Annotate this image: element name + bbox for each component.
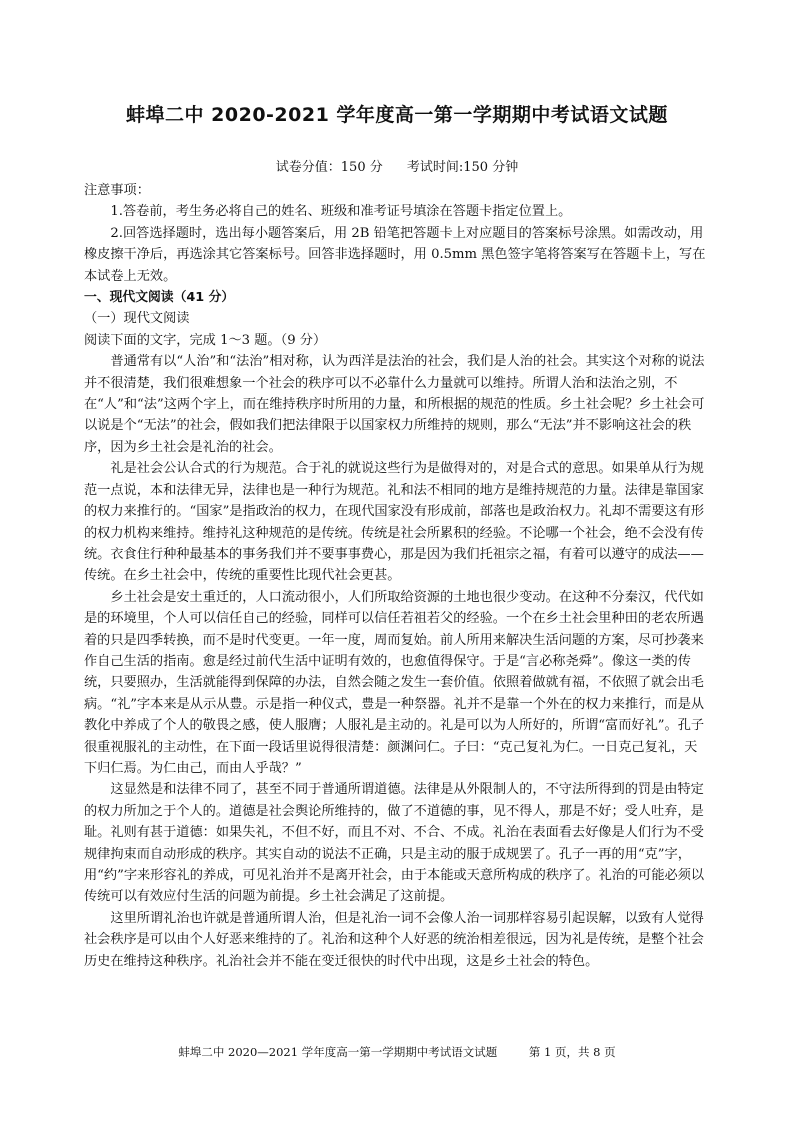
page-footer xyxy=(0,1044,794,1060)
passage-paragraph: 这里所谓礼治也许就是普通所谓人治，但是礼治一词不会像人治一词那样容易引起误解，以致有人觉得社会秩序是可以由个人好恶来维持的了。礼治和这种个人好恶的统治相差很远，因为礼是传统，是整个社会历史在维持这种秩序。礼治社会并不能在变迁很快的时代中出现，这是乡土社会的特色。 xyxy=(84,910,704,969)
page-title: 蚌埠二中 2020-2021 学年度高一第一学期期中考试语文试题 xyxy=(126,104,668,126)
score-info: 试卷分值：150 分 xyxy=(275,160,383,175)
notes-heading: 注意事项： xyxy=(84,183,150,198)
section-heading: 一、现代文阅读（41 分） xyxy=(84,290,235,306)
page-number: 第 1 页，共 8 页 xyxy=(528,1045,616,1059)
exam-body xyxy=(84,180,706,972)
passage-paragraph: 乡土社会是安土重迁的，人口流动很小，人们所取给资源的土地也很少变动。在这种不分秦汉，代代如是的环境里，个人可以信任自己的经验，同样可以信任若祖若父的经验。一个在乡土社会里种田的老农所遇着的只是四季转换，而不是时代变更。一年一度，周而复始。前人所用来解决生活问题的方案，尽可抄袭来作自己生活的指南。愈是经过前代生活中证明有效的，也愈值得保守。于是“言必称尧舜”。像这一类的传统，只要照办，生活就能得到保障的办法，自然会随之发生一套价值。依照着做就有福，不依照了就会出毛病。“礼”字本来是从示从豊。示是指一种仪式，豊是一种祭器。礼并不是靠一个外在的权力来推行，而是从教化中养成了个人的敬畏之感，使人服膺；人服礼是主动的。礼是可以为人所好的，所谓“富而好礼”。孔子很重视服礼的主动性，在下面一段话里说得很清楚：颜渊问仁。子曰：“克己复礼为仁。一日克己复礼，天下归仁焉。为仁由己，而由人乎哉？” xyxy=(84,589,705,776)
exam-meta xyxy=(0,156,794,175)
subsection-heading: （一）现代文阅读 xyxy=(84,311,190,327)
note-item: 1.答卷前，考生务必将自己的姓名、班级和准考证号填涂在答题卡指定位置上。 xyxy=(110,204,572,220)
passage-paragraph: 礼是社会公认合式的行为规范。合于礼的就说这些行为是做得对的，对是合式的意思。如果单从行为规范一点说，本和法律无异，法律也是一种行为规范。礼和法不相同的地方是维持规范的力量。法律是靠国家的权力来推行的。“国家”是指政治的权力，在现代国家没有形成前，部落也是政治权力。礼却不需要这有形的权力机构来维持。维持礼这种规范的是传统。传统是社会所累积的经验。不论哪一个社会，绝不会没有传统。衣食住行种种最基本的事务我们并不要事事费心，那是因为我们托祖宗之福，有着可以遵守的成法——传统。在乡土社会中，传统的重要性比现代社会更甚。 xyxy=(84,461,705,584)
time-info: 考试时间:150 分钟 xyxy=(406,160,519,175)
reading-instruction: 阅读下面的文字，完成 1～3 题。（9 分） xyxy=(84,332,327,348)
passage-paragraph: 这显然是和法律不同了，甚至不同于普通所谓道德。法律是从外限制人的，不守法所得到的罚是由特定的权力所加之于个人的。道德是社会舆论所维持的，做了不道德的事，见不得人，那是不好；受人吐弃，是耻。礼则有甚于道德：如果失礼，不但不好，而且不对、不合、不成。礼治在表面看去好像是人们行为不受规律拘束而自动形成的秩序。其实自动的说法不正确，只是主动的服于成规罢了。孔子一再的用“克”字，用“约”字来形容礼的养成，可见礼治并不是离开社会，由于本能或天意所构成的秩序了。礼治的可能必须以传统可以有效应付生活的问题为前提。乡土社会满足了这前提。 xyxy=(84,782,705,905)
passage-paragraph: 普通常有以“人治”和“法治”相对称，认为西洋是法治的社会，我们是人治的社会。其实这个对称的说法并不很清楚，我们很难想象一个社会的秩序可以不必靠什么力量就可以维持。所谓人治和法治之别，不在“人”和“法”这两个字上，而在维持秩序时所用的力量，和所根据的规范的性质。乡土社会呢？乡土社会可以说是个“无法”的社会，假如我们把法律限于以国家权力所维持的规则，那么“无法”并不影响这社会的秩序，因为乡土社会是礼治的社会。 xyxy=(84,354,705,455)
note-item: 2.回答选择题时，选出每小题答案后，用 2B 铅笔把答题卡上对应题目的答案标号涂黑。如需改动，用橡皮擦干净后，再选涂其它答案标号。回答非选择题时，用 0.5mm 黑色签字笔将答案写在答题卡上，写在本试卷上无效。 xyxy=(84,225,706,284)
footer-title: 蚌埠二中 2020—2021 学年度高一第一学期期中考试语文试题 xyxy=(178,1045,498,1059)
